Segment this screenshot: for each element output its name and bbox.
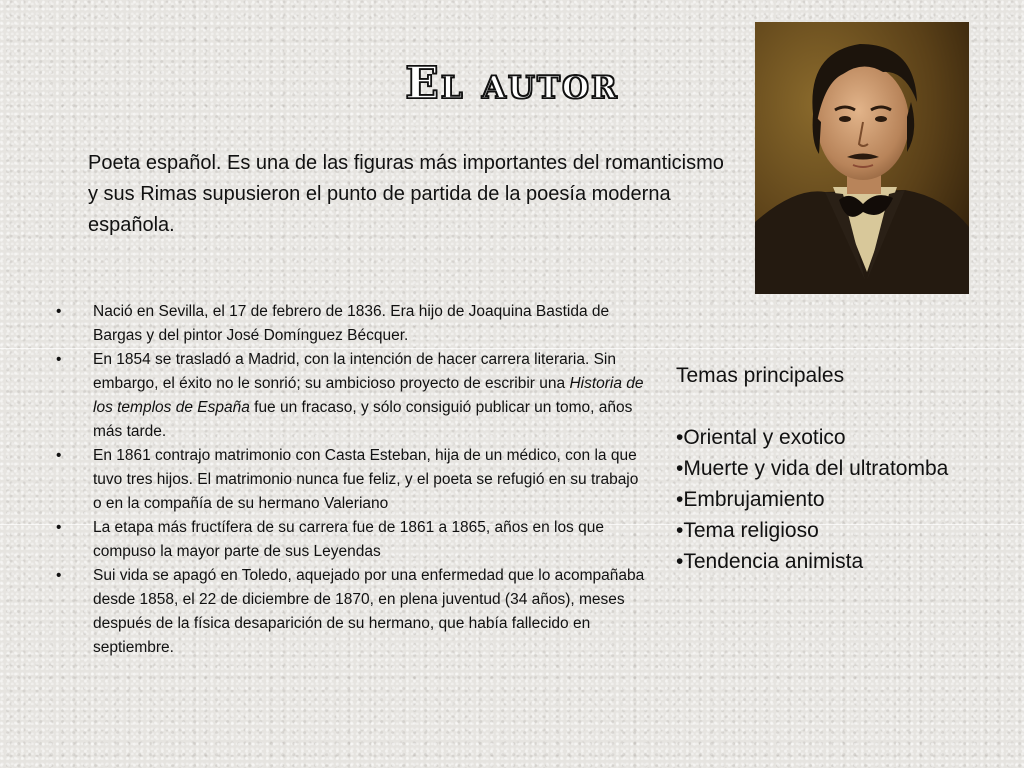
book-title: Historia de los templos de España bbox=[93, 375, 644, 416]
bullet: • bbox=[56, 351, 62, 368]
list-item bbox=[48, 564, 648, 660]
theme-item: •Muerte y vida del ultratomba bbox=[676, 457, 949, 480]
theme-item: •Tendencia animista bbox=[676, 550, 864, 573]
intro-paragraph: Poeta español. Es una de las figuras más importantes del romanticismo y sus Rimas supusieron el punto de partida de la poesía moderna española. bbox=[88, 152, 724, 236]
list-item bbox=[48, 300, 648, 348]
themes-heading: Temas principales bbox=[676, 364, 845, 387]
bullet: • bbox=[56, 567, 62, 584]
biography-list bbox=[48, 300, 648, 660]
themes-box bbox=[676, 360, 1006, 577]
themes-list bbox=[676, 422, 1006, 577]
list-item bbox=[48, 444, 648, 516]
author-portrait bbox=[755, 22, 969, 294]
bio-text: La etapa más fructífera de su carrera fue de 1861 a 1865, años en los que compuso la mayor parte de sus Leyendas bbox=[93, 519, 604, 560]
bullet: • bbox=[56, 447, 62, 464]
bio-text: Sui vida se apagó en Toledo, aquejado por una enfermedad que lo acompañaba desde 1858, el 22 de diciembre de 1870, en plena juventud (34 años), meses después de la física desaparición de su hermano, que había fallecido en septiembre. bbox=[93, 567, 645, 656]
bio-text: En 1854 se trasladó a Madrid, con la intención de hacer carrera literaria. Sin embargo, el éxito no le sonrió; su ambicioso proyecto de escribir una bbox=[93, 351, 616, 392]
page-title: El autor bbox=[405, 58, 619, 109]
theme-item: •Tema religioso bbox=[676, 519, 819, 542]
bio-text: Nació en Sevilla, el 17 de febrero de 1836. Era hijo de Joaquina Bastida de Bargas y del pintor José Domínguez Bécquer. bbox=[93, 303, 610, 344]
theme-item: •Oriental y exotico bbox=[676, 426, 846, 449]
bullet: • bbox=[56, 519, 62, 536]
list-item bbox=[48, 348, 648, 444]
list-item bbox=[48, 516, 648, 564]
bio-text: fue un fracaso, y sólo consiguió publicar un tomo, años más tarde. bbox=[93, 399, 633, 440]
theme-item: •Embrujamiento bbox=[676, 488, 825, 511]
bio-text: En 1861 contrajo matrimonio con Casta Esteban, hija de un médico, con la que tuvo tres hijos. El matrimonio nunca fue feliz, y el poeta se refugió en su trabajo o en la compañía de su hermano Valeriano bbox=[93, 447, 639, 512]
bullet: • bbox=[56, 303, 62, 320]
